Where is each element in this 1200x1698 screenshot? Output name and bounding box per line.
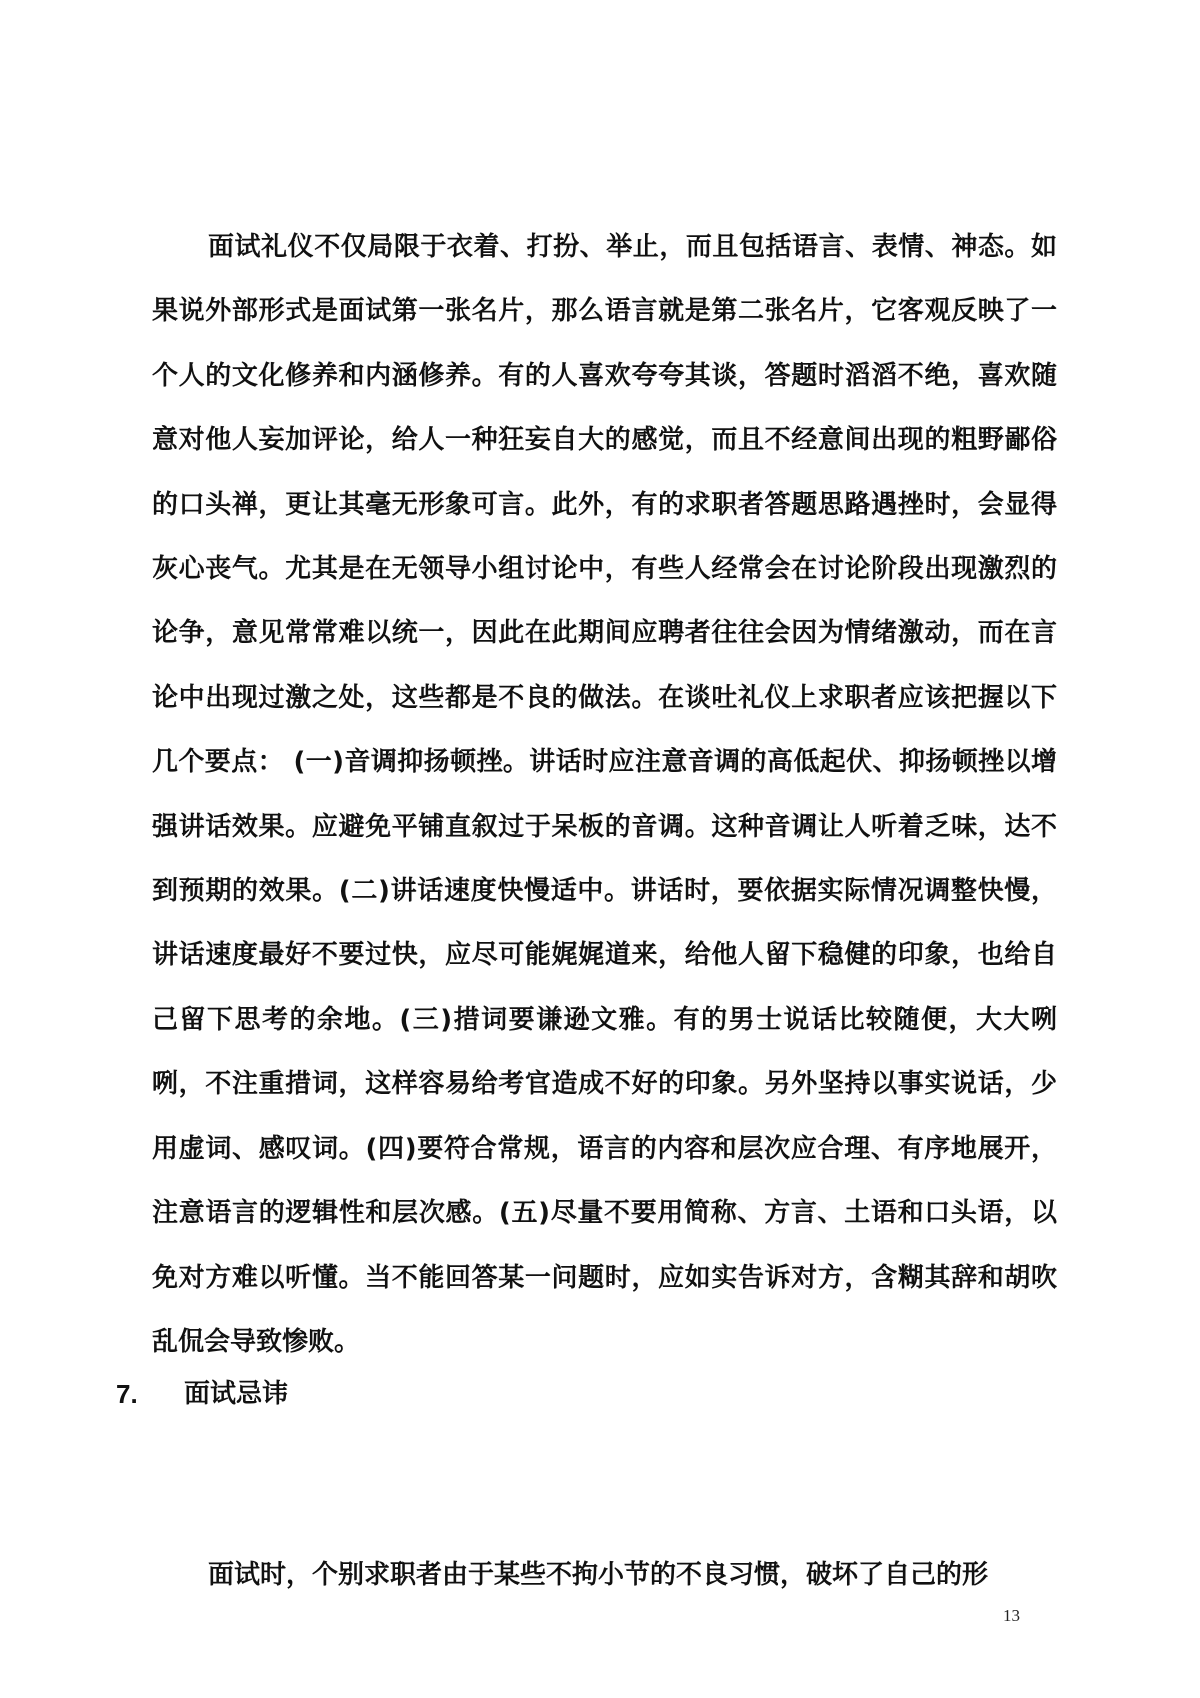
section-title: 面试忌讳 bbox=[184, 1379, 289, 1409]
body-paragraph-taboos: 面试时，个别求职者由于某些不拘小节的不良习惯，破坏了自己的形 bbox=[208, 1560, 989, 1590]
section-number: 7. bbox=[116, 1379, 138, 1409]
page-number: 13 bbox=[1003, 1606, 1020, 1625]
section-heading bbox=[116, 1374, 288, 1414]
body-paragraph-etiquette: 面试礼仪不仅局限于衣着、打扮、举止，而且包括语言、表情、神态。如果说外部形式是面试第一张名片，那么语言就是第二张名片，它客观反映了一个人的文化修养和内涵修养。有的人喜欢夸夸其谈，答题时滔滔不绝，喜欢随意对他人妄加评论，给人一种狂妄自大的感觉，而且不经意间出现的粗野鄙俗的口头禅，更让其毫无形象可言。此外，有的求职者答题思路遇挫时，会显得灰心丧气。尤其是在无领导小组讨论中，有些人经常会在讨论阶段出现激烈的论争，意见常常难以统一，因此在此期间应聘者往往会因为情绪激动，而在言论中出现过激之处，这些都是不良的做法。在谈吐礼仪上求职者应该把握以下几个要点： (一)音调抑扬顿挫。讲话时应注意音调的高低起伏、抑扬顿挫以增强讲话效果。应避免平铺直叙过于呆板的音调。这种音调让人听着乏味，达不到预期的效果。(二)讲话速度快慢适中。讲话时，要依据实际情况调整快慢，讲话速度最好不要过快，应尽可能娓娓道来，给他人留下稳健的印象，也给自己留下思考的余地。(三)措词要谦逊文雅。有的男士说话比较随便，大大咧咧，不注重措词，这样容易给考官造成不好的印象。另外坚持以事实说话，少用虚词、感叹词。(四)要符合常规，语言的内容和层次应合理、有序地展开，注意语言的逻辑性和层次感。(五)尽量不要用简称、方言、土语和口头语，以免对方难以听懂。当不能回答某一问题时，应如实告诉对方，含糊其辞和胡吹乱侃会导致惨败。 bbox=[152, 232, 1057, 1357]
